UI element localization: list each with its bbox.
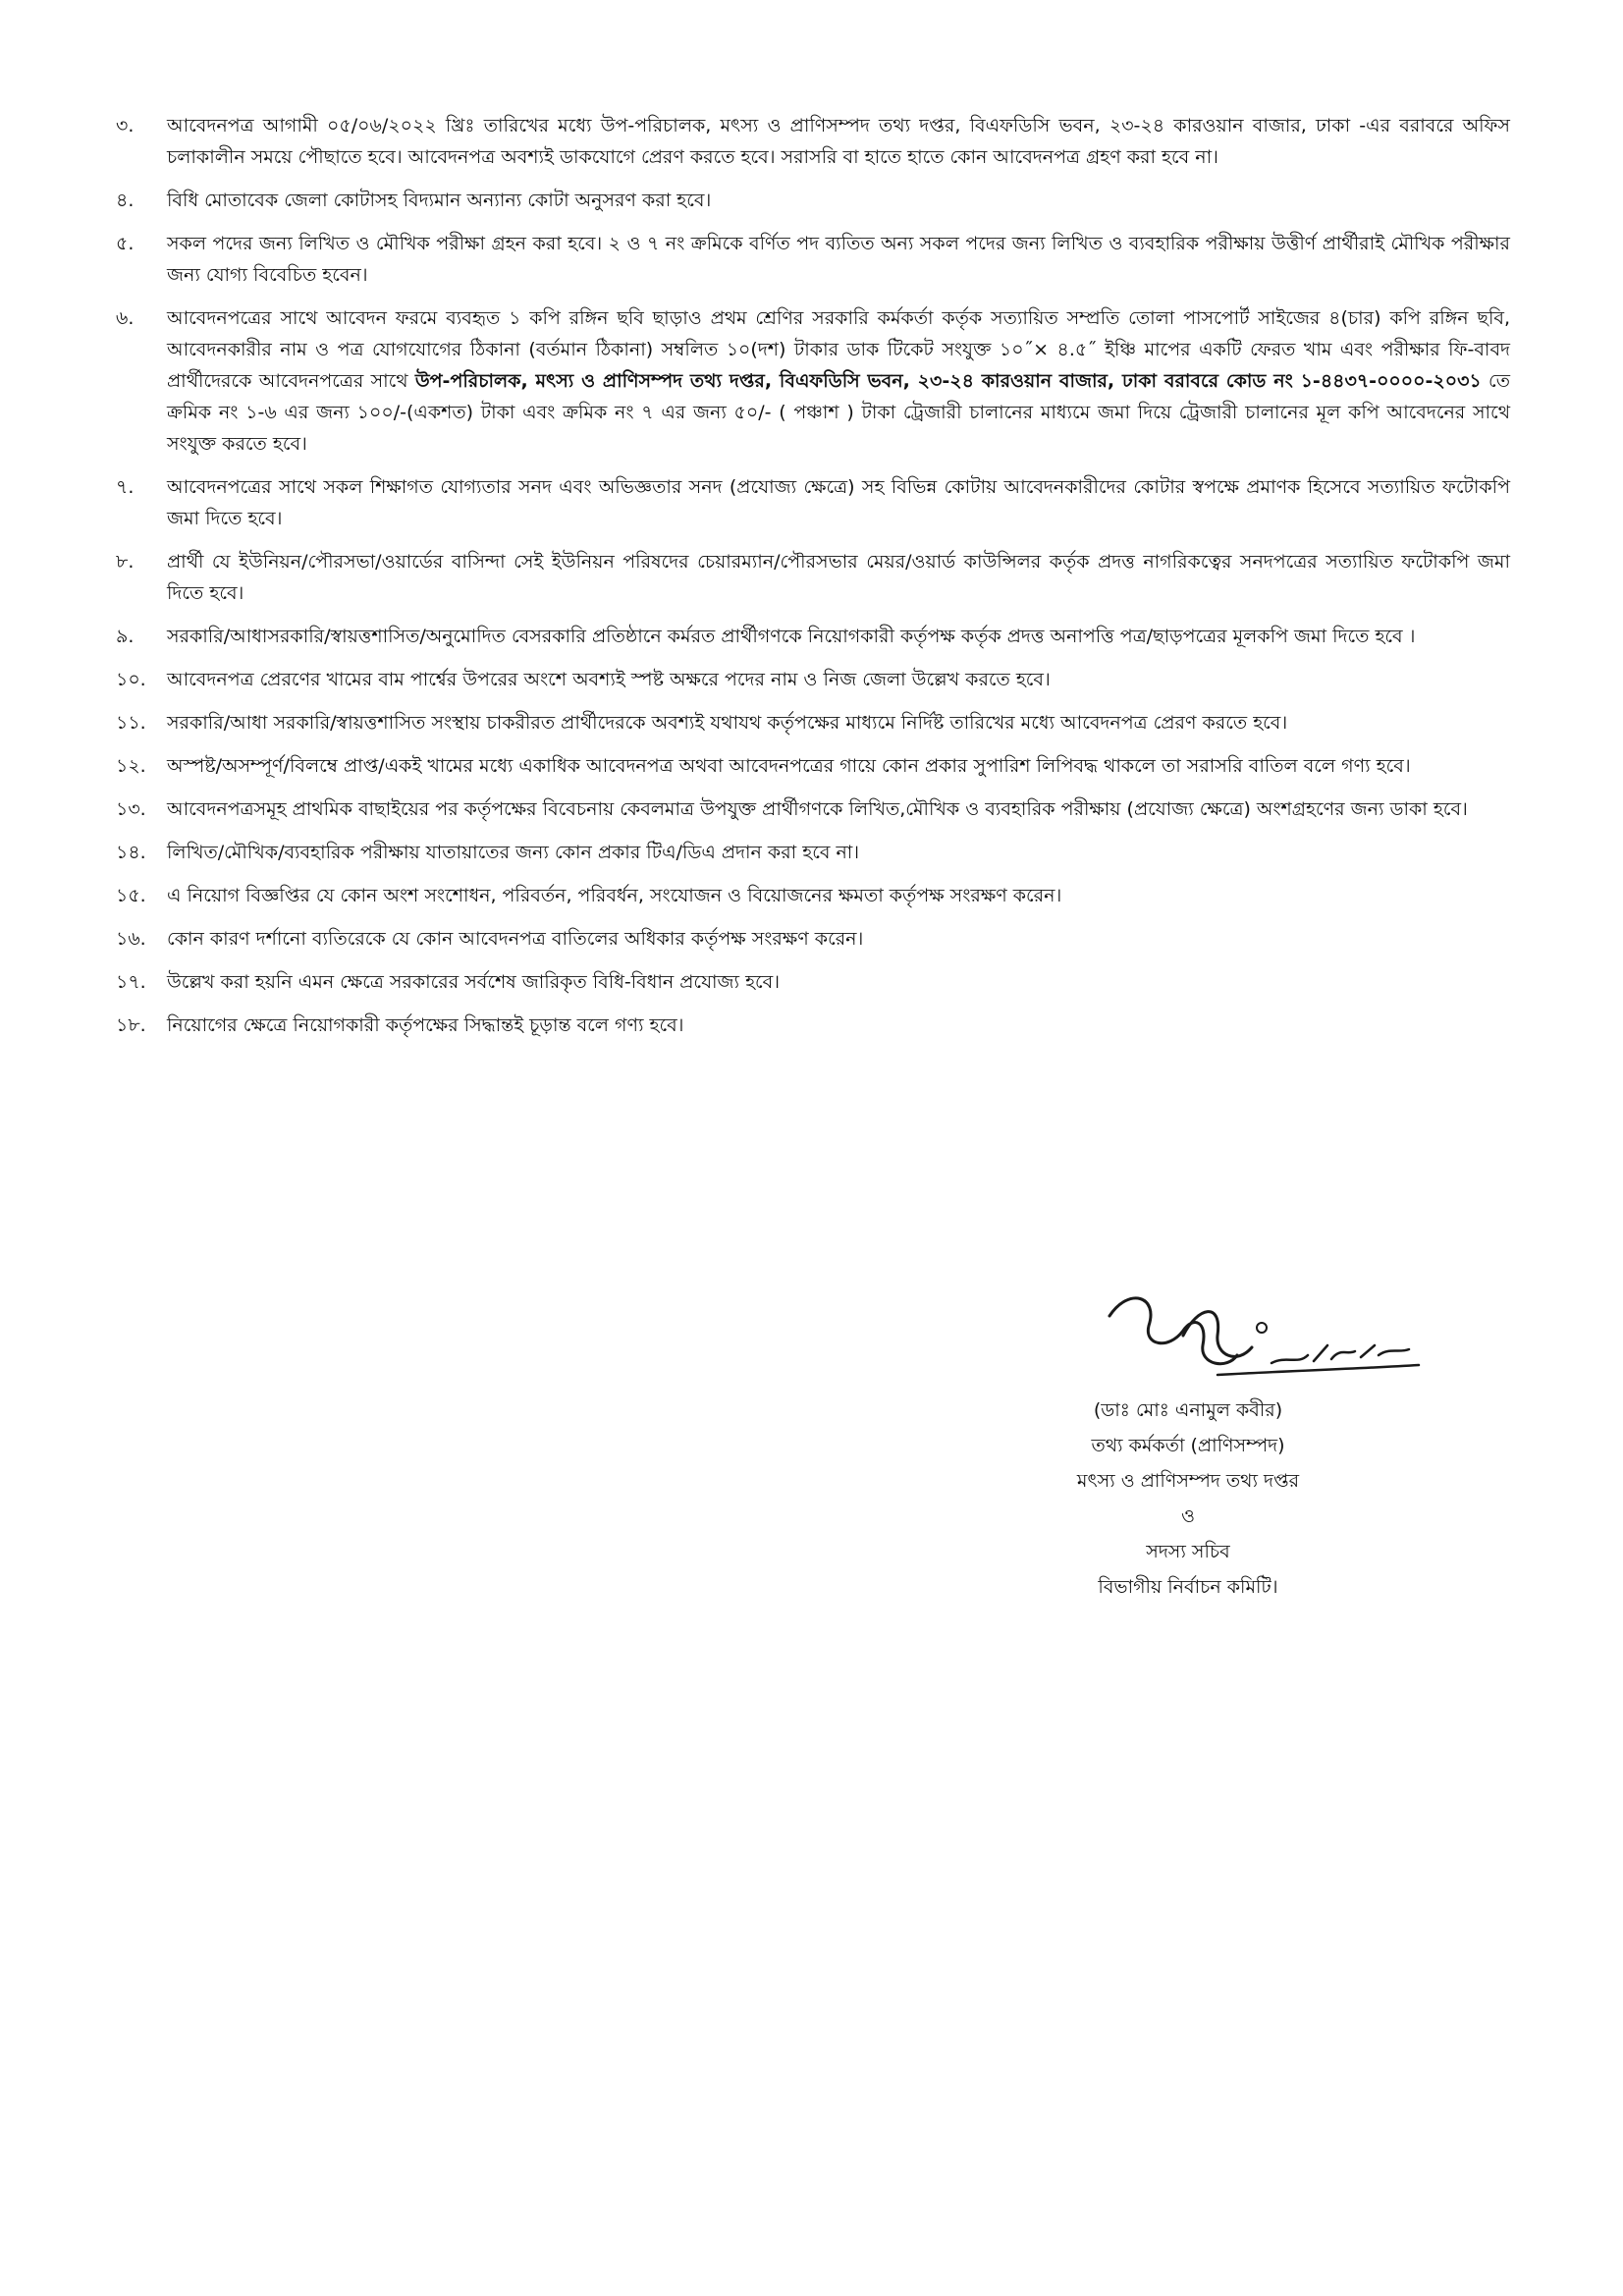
list-item: [116, 966, 1510, 998]
item-text-segment: আবেদনপত্রের সাথে সকল শিক্ষাগত যোগ্যতার সনদ এবং অভিজ্ঞতার সনদ (প্রযোজ্য ক্ষেত্রে) সহ বিভিন্ন কোটায় আবেদনকারীদের কোটার স্বপক্ষে প্রমাণক হিসেবে সত্যায়িত ফটোকপি জমা দিতে হবে।: [167, 476, 1510, 529]
list-item: [116, 302, 1510, 460]
item-number: ৫.: [116, 233, 135, 254]
item-number: ৭.: [116, 476, 135, 498]
list-item: [116, 707, 1510, 738]
list-item: [116, 621, 1510, 652]
item-text-segment: এ নিয়োগ বিজ্ঞপ্তির যে কোন অংশ সংশোধন, পরিবর্তন, পরিবর্ধন, সংযোজন ও বিয়োজনের ক্ষমতা কর্তৃপক্ষ সংরক্ষণ করেন।: [167, 885, 1062, 906]
signatory-office: মৎস্য ও প্রাণিসম্পদ তথ্য দপ্তর: [1076, 1470, 1300, 1492]
item-text: [167, 1010, 1510, 1041]
item-text: [167, 966, 1510, 998]
handwritten-signature-icon: [1090, 1277, 1424, 1404]
signatory-role: সদস্য সচিব: [1146, 1541, 1230, 1562]
item-text: [167, 110, 1510, 173]
item-number: ১১.: [116, 712, 146, 734]
signatory-committee: বিভাগীয় নির্বাচন কমিটি।: [1098, 1576, 1278, 1598]
list-item: [116, 471, 1510, 534]
list-item: [116, 880, 1510, 911]
item-number: ৮.: [116, 551, 135, 573]
list-item: [116, 228, 1510, 291]
signatory-designation: তথ্য কর্মকর্তা (প্রাণিসম্পদ): [1091, 1435, 1285, 1456]
list-item: [116, 546, 1510, 609]
item-number: ১৬.: [116, 928, 146, 950]
item-text-segment: লিখিত/মৌখিক/ব্যবহারিক পরীক্ষায় যাতায়াতের জন্য কোন প্রকার টিএ/ডিএ প্রদান করা হবে না।: [167, 842, 860, 863]
item-text: [167, 707, 1510, 738]
item-text-bold: উপ-পরিচালক, মৎস্য ও প্রাণিসম্পদ তথ্য দপ্তর, বিএফডিসি ভবন, ২৩-২৪ কারওয়ান বাজার, ঢাকা বরাবরে কোড নং ১-৪৪৩৭-০০০০-২০৩১: [414, 370, 1482, 392]
item-text: [167, 302, 1510, 460]
item-number: ১৫.: [116, 885, 146, 906]
item-text: [167, 621, 1510, 652]
item-text-segment: আবেদনপত্র আগামী ০৫/০৬/২০২২ খ্রিঃ তারিখের মধ্যে উপ-পরিচালক, মৎস্য ও প্রাণিসম্পদ তথ্য দপ্তর, বিএফডিসি ভবন, ২৩-২৪ কারওয়ান বাজার, ঢাকা -এর বরাবরে অফিস চলাকালীন সময়ে পৌছাতে হবে। আবেদনপত্র অবশ্যই ডাকযোগে প্রেরণ করতে হবে। সরাসরি বা হাতে হাতে কোন আবেদনপত্র গ্রহণ করা হবে না।: [167, 115, 1510, 168]
item-text: [167, 664, 1510, 695]
item-text-segment: সরকারি/আধাসরকারি/স্বায়ত্তশাসিত/অনুমোদিত বেসরকারি প্রতিষ্ঠানে কর্মরত প্রার্থীগণকে নিয়োগকারী কর্তৃপক্ষ কর্তৃক প্রদত্ত অনাপত্তি পত্র/ছাড়পত্রের মূলকপি জমা দিতে হবে ।: [167, 626, 1416, 647]
item-number: ৬.: [116, 307, 135, 329]
list-item: [116, 923, 1510, 955]
signature-block: [982, 1277, 1434, 1601]
item-text-segment: কোন কারণ দর্শানো ব্যতিরেকে যে কোন আবেদনপত্র বাতিলের অধিকার কর্তৃপক্ষ সংরক্ষণ করেন।: [167, 928, 864, 950]
item-number: ১৭.: [116, 971, 146, 993]
item-text: [167, 923, 1510, 955]
item-text-segment: প্রার্থী যে ইউনিয়ন/পৌরসভা/ওয়ার্ডের বাসিন্দা সেই ইউনিয়ন পরিষদের চেয়ারম্যান/পৌরসভার মেয়র/ওয়ার্ড কাউন্সিলর কর্তৃক প্রদত্ত নাগরিকত্বের সনদপত্রের সত্যায়িত ফটোকপি জমা দিতে হবে।: [167, 551, 1510, 604]
item-text-segment: উল্লেখ করা হয়নি এমন ক্ষেত্রে সরকারের সর্বশেষ জারিকৃত বিধি-বিধান প্রযোজ্য হবে।: [167, 971, 781, 993]
list-item: [116, 1010, 1510, 1041]
item-text-segment: সকল পদের জন্য লিখিত ও মৌখিক পরীক্ষা গ্রহন করা হবে। ২ ও ৭ নং ক্রমিকে বর্ণিত পদ ব্যতিত অন্য সকল পদের জন্য লিখিত ও ব্যবহারিক পরীক্ষায় উত্তীর্ণ প্রার্থীরাই মৌখিক পরীক্ষার জন্য যোগ্য বিবেচিত হবেন।: [167, 233, 1510, 286]
list-item: [116, 110, 1510, 173]
item-text-segment: নিয়োগের ক্ষেত্রে নিয়োগকারী কর্তৃপক্ষের সিদ্ধান্তই চূড়ান্ত বলে গণ্য হবে।: [167, 1014, 684, 1036]
list-item: [116, 750, 1510, 782]
signatory-conjunction: ও: [1181, 1505, 1195, 1527]
list-item: [116, 793, 1510, 825]
item-text: [167, 837, 1510, 868]
list-item: [116, 837, 1510, 868]
item-text: [167, 471, 1510, 534]
item-number: ১০.: [116, 669, 146, 690]
signatory-name: (ডাঃ মোঃ এনামুল কবীর): [1093, 1399, 1283, 1421]
item-text: [167, 546, 1510, 609]
item-text: [167, 228, 1510, 291]
item-number: ৪.: [116, 190, 135, 211]
item-text-segment: অস্পষ্ট/অসম্পূর্ণ/বিলম্বে প্রাপ্ত/একই খামের মধ্যে একাধিক আবেদনপত্র অথবা আবেদনপত্রের গায়ে কোন প্রকার সুপারিশ লিপিবদ্ধ থাকলে তা সরাসরি বাতিল বলে গণ্য হবে।: [167, 755, 1411, 777]
item-number: ১৪.: [116, 842, 146, 863]
item-text: [167, 185, 1510, 216]
list-item: [116, 664, 1510, 695]
signatory-details: [982, 1393, 1394, 1605]
item-text-segment: আবেদনপত্রের সাথে আবেদন ফরমে ব্যবহৃত ১ কপি রঙ্গিন ছবি ছাড়াও প্রথম শ্রেণির সরকারি কর্মকর্তা কর্তৃক সত্যায়িত সম্প্রতি তোলা পাসপোর্ট সাইজের ৪(চার) কপি রঙ্গিন ছবি, আবেদনকারীর নাম ও পত্র যোগযোগের ঠিকানা (বর্তমান ঠিকানা) সম্বলিত ১০(দশ) টাকার ডাক টিকেট সংযুক্ত ১০˝× ৪.৫˝ ইঞ্চি মাপের একটি ফেরত খাম এবং পরীক্ষার ফি-বাবদ প্রার্থীদেরকে আবেদনপত্রের সাথে: [167, 307, 1510, 392]
conditions-list: [116, 110, 1510, 1053]
item-number: ১২.: [116, 755, 146, 777]
item-text-segment: আবেদনপত্রসমূহ প্রাথমিক বাছাইয়ের পর কর্তৃপক্ষের বিবেচনায় কেবলমাত্র উপযুক্ত প্রার্থীগণকে লিখিত,মৌখিক ও ব্যবহারিক পরীক্ষায় (প্রযোজ্য ক্ষেত্রে) অংশগ্রহণের জন্য ডাকা হবে।: [167, 798, 1468, 820]
item-number: ১৩.: [116, 798, 146, 820]
item-text-segment: সরকারি/আধা সরকারি/স্বায়ত্তশাসিত সংস্থায় চাকরীরত প্রার্থীদেরকে অবশ্যই যথাযথ কর্তৃপক্ষের মাধ্যমে নির্দিষ্ট তারিখের মধ্যে আবেদনপত্র প্রেরণ করতে হবে।: [167, 712, 1288, 734]
item-text: [167, 880, 1510, 911]
item-number: ৯.: [116, 626, 135, 647]
item-text: [167, 750, 1510, 782]
item-text-segment: তে ক্রমিক নং ১-৬ এর জন্য ১০০/-(একশত) টাকা এবং ক্রমিক নং ৭ এর জন্য ৫০/- ( পঞ্চাশ ) টাকা ট্রেজারী চালানের মাধ্যমে জমা দিয়ে ট্রেজারী চালানের মূল কপি আবেদনের সাথে সংযুক্ত করতে হবে।: [167, 370, 1510, 455]
item-number: ৩.: [116, 115, 135, 137]
list-item: [116, 185, 1510, 216]
item-number: ১৮.: [116, 1014, 146, 1036]
item-text-segment: আবেদনপত্র প্রেরণের খামের বাম পার্শ্বের উপরের অংশে অবশ্যই স্পষ্ট অক্ষরে পদের নাম ও নিজ জেলা উল্লেখ করতে হবে।: [167, 669, 1051, 690]
item-text: [167, 793, 1510, 825]
item-text-segment: বিধি মোতাবেক জেলা কোটাসহ বিদ্যমান অন্যান্য কোটা অনুসরণ করা হবে।: [167, 190, 712, 211]
